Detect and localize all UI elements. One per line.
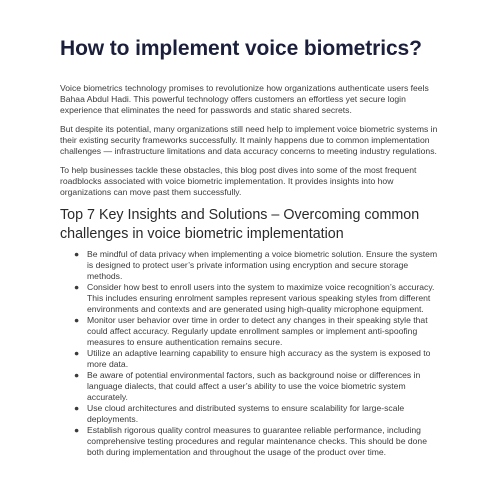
list-item <box>60 348 438 370</box>
bullet-dot-icon: ● <box>74 315 80 325</box>
bullet-dot-icon: ● <box>74 348 80 358</box>
list-item-text: Be mindful of data privacy when implementing a voice biometric solution. Ensure the system is designed to protect user’s private information using encryption and secure storage methods. <box>87 249 438 281</box>
bullet-dot-icon: ● <box>74 425 80 435</box>
list-item-text: Consider how best to enroll users into the system to maximize voice recognition’s accuracy. This includes ensuring enrolment samples represent various speaking styles from different environments and contexts and are generated using high-quality microphone equipment. <box>87 282 435 314</box>
challenges-paragraph: But despite its potential, many organizations still need help to implement voice biometric systems in their existing security frameworks successfully. It mainly happens due to common implementation challenges — infrastructure limitations and data accuracy concerns to meeting industry regulations. <box>60 124 438 156</box>
list-item <box>60 425 438 458</box>
list-item <box>60 370 438 403</box>
insights-list <box>60 249 438 458</box>
article-title: How to implement voice biometrics? <box>60 37 422 60</box>
intro-paragraph: Voice biometrics technology promises to revolutionize how organizations authenticate users feels Bahaa Abdul Hadi. This powerful technology offers customers an effortless yet secure login experience that eliminates the need for passwords and static shared secrets. <box>60 83 429 115</box>
bullet-dot-icon: ● <box>74 403 80 413</box>
list-item-text: Monitor user behavior over time in order to detect any changes in their speaking style that could affect accuracy. Regularly update enrollment samples or implement anti-spoofing measures to ensure authentication remains secure. <box>87 315 428 347</box>
list-item-text: Use cloud architectures and distributed systems to ensure scalability for large-scale deployments. <box>87 403 405 424</box>
bullet-dot-icon: ● <box>74 282 80 292</box>
list-item-text: Utilize an adaptive learning capability to ensure high accuracy as the system is exposed to more data. <box>87 348 431 369</box>
overview-paragraph: To help businesses tackle these obstacles, this blog post dives into some of the most frequent roadblocks associated with voice biometric implementation. It provides insights into how organizations can move past them successfully. <box>60 165 417 197</box>
article <box>60 36 438 458</box>
list-item <box>60 403 438 425</box>
list-item <box>60 249 438 282</box>
bullet-dot-icon: ● <box>74 249 80 259</box>
list-item <box>60 282 438 315</box>
bullet-dot-icon: ● <box>74 370 80 380</box>
section-heading: Top 7 Key Insights and Solutions – Overcoming common challenges in voice biometric implementation <box>60 207 420 242</box>
list-item <box>60 315 438 348</box>
list-item-text: Be aware of potential environmental factors, such as background noise or differences in language dialects, that could affect a user’s ability to use the voice biometric system accurately. <box>87 370 421 402</box>
list-item-text: Establish rigorous quality control measures to guarantee reliable performance, including comprehensive testing procedures and regular maintenance checks. This should be done both during implementation and throughout the usage of the product over time. <box>87 425 427 457</box>
